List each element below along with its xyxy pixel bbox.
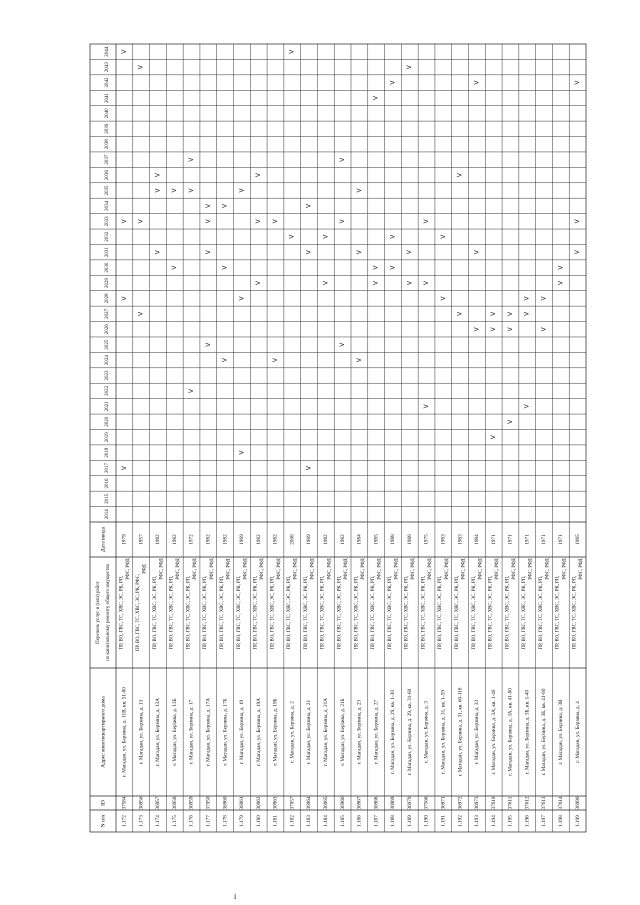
row-id: 36961 — [239, 796, 246, 810]
row-num: 1.189 — [406, 815, 413, 827]
schedule-mark: V — [120, 219, 128, 224]
row-address: г. Магадан, ул. Берзина, д. 3Б, кв. 1-40 — [524, 689, 531, 775]
schedule-mark: V — [372, 280, 380, 286]
row-services: РФС, РФД — [579, 558, 585, 580]
row-address: г. Магадан, ул. Берзина, д. 19Б — [272, 698, 279, 766]
row-date: 1982 — [205, 534, 212, 545]
row-id: 36973 — [474, 796, 481, 810]
row-date: 1979 — [121, 534, 128, 545]
schedule-mark: V — [154, 188, 162, 193]
schedule-mark: V — [355, 250, 363, 255]
header-id: ID — [100, 800, 107, 806]
row-services: ПР, ВО, ГВС, ТС, ХВС, ЭС, РК, РП, — [203, 575, 209, 650]
row-address: г. Магадан, ул. Берзина, д. 21 — [306, 699, 313, 765]
row-date: 2008 — [289, 534, 296, 545]
row-id: 36990 — [574, 796, 581, 810]
header-year-2032: 2032 — [105, 231, 111, 242]
row-address: г. Магадан, ул. Берзина, д. 13Б — [171, 698, 178, 766]
row-services: ПР, ВО, ГВС, ТС, ХВС, ЭС, РК, РП, — [303, 575, 309, 650]
row-id: 36968 — [373, 796, 380, 810]
row-services: ПР, ВО, ГВС, ТС, ХВС, ЭС, РК, РП, — [320, 575, 326, 650]
schedule-mark: V — [355, 358, 363, 363]
row-num: 1.195 — [507, 815, 514, 827]
schedule-mark: V — [372, 95, 380, 101]
schedule-mark: V — [305, 465, 313, 471]
schedule-mark: V — [406, 250, 414, 255]
row-num: 1.190 — [423, 815, 430, 827]
schedule-mark: V — [456, 173, 464, 178]
row-date: 1984 — [356, 534, 363, 545]
header-year-2023: 2023 — [105, 370, 111, 381]
row-address: г. Магадан, ул. Берзина, д. 3В — [558, 699, 565, 765]
row-address: г. Магадан, ул. Берзина, д. 21А — [323, 698, 330, 766]
row-address: г. Магадан, ул. Берзина, д. 33 — [474, 699, 481, 765]
schedule-mark: V — [439, 234, 447, 239]
schedule-mark: V — [423, 404, 431, 409]
row-date: 1975 — [423, 534, 430, 545]
schedule-mark: V — [288, 234, 296, 239]
header-year-2020: 2020 — [105, 416, 111, 427]
row-date: 1982 — [255, 534, 262, 545]
schedule-mark: V — [490, 327, 498, 332]
header-year-2022: 2022 — [105, 385, 111, 396]
schedule-mark: V — [255, 280, 263, 286]
schedule-mark: V — [389, 265, 397, 270]
row-services: ПР, ВО, ГВС, ТС, ХВС, ЭС, РК, РП, — [488, 575, 494, 650]
row-id: 37050 — [205, 796, 212, 810]
row-id: 36969 — [390, 796, 397, 810]
row-num: 1.186 — [356, 815, 363, 827]
row-services: РФС, РФД — [310, 558, 316, 580]
schedule-mark: V — [204, 203, 212, 208]
schedule-mark: V — [473, 80, 481, 85]
header-num: N п/п — [100, 814, 107, 828]
header-year-2018: 2018 — [105, 447, 111, 458]
schedule-mark: V — [339, 157, 347, 162]
row-services: ПР, ВО, ГВС, ТС, ХВС, ЭС, РК, РП, — [555, 575, 561, 650]
row-services: РФС, РФД — [360, 558, 366, 580]
row-num: 1.182 — [289, 815, 296, 827]
row-id: 37566 — [423, 796, 430, 810]
row-id: 36963 — [272, 796, 279, 810]
row-num: 1.188 — [390, 815, 397, 827]
row-services: ПР, ВО, ГВС, ТС, ХВС, ЭС, РК, РП, — [152, 575, 158, 650]
schedule-mark: V — [271, 219, 279, 224]
schedule-mark: V — [305, 203, 313, 208]
row-address: г. Магадан, ул. Берзина, д. 17Б — [222, 698, 229, 766]
row-date: 1983 — [440, 534, 447, 545]
row-id: 36957 — [155, 796, 162, 810]
row-services: РФС, РФД — [377, 558, 383, 580]
schedule-mark: V — [120, 465, 128, 471]
row-services: ПР, ВО, ГВС, ТС, ХВС, ЭС, РК, РП, — [169, 575, 175, 650]
row-date: 1985 — [574, 534, 581, 545]
row-services: ПР, ВО, ГВС, ТС, ХВС, ЭС, РК, РП, — [354, 575, 360, 650]
row-id: 36960 — [222, 796, 229, 810]
schedule-mark: V — [473, 250, 481, 255]
schedule-mark: V — [406, 280, 414, 286]
header-year-2037: 2037 — [105, 154, 111, 165]
schedule-mark: V — [540, 327, 548, 332]
schedule-mark: V — [389, 234, 397, 239]
schedule-mark: V — [255, 219, 263, 224]
row-num: 1.180 — [255, 815, 262, 827]
schedule-mark: V — [188, 388, 196, 393]
header-year-2044: 2044 — [105, 46, 111, 57]
row-services: ПР, ВО, ГВС, ТС, ХВС, ЭС, РК, РП, — [236, 575, 242, 650]
row-id: 36965 — [323, 796, 330, 810]
row-id: 37610 — [490, 796, 497, 810]
row-num: 1.192 — [457, 815, 464, 827]
schedule-mark: V — [406, 65, 414, 70]
schedule-mark: V — [171, 265, 179, 270]
row-num: 1.176 — [188, 815, 195, 827]
row-services: РФС, РФД — [394, 558, 400, 580]
row-address: г. Магадан, ул. Берзина, д. 3А, кв. 41-80 — [507, 688, 514, 776]
row-address: г. Магадан, ул. Берзина, д. 11В, кв. 51-80 — [121, 687, 128, 777]
schedule-mark: V — [137, 65, 145, 70]
row-services: РФС, РФД — [444, 558, 450, 580]
header-year-2042: 2042 — [105, 77, 111, 88]
schedule-mark: V — [574, 219, 582, 224]
row-num: 1.179 — [239, 815, 246, 827]
header-year-2043: 2043 — [105, 62, 111, 73]
row-num: 1.196 — [524, 815, 531, 827]
row-services: РФС, РФД — [461, 558, 467, 580]
header-year-2014: 2014 — [105, 509, 111, 520]
row-services: ПР, ВО, ГВС, ТС, ХВС, ЭС, РК, РП, — [505, 575, 511, 650]
header-year-2017: 2017 — [105, 463, 111, 474]
schedule-mark: V — [423, 280, 431, 286]
schedule-mark: V — [439, 296, 447, 301]
header-year-2016: 2016 — [105, 478, 111, 489]
row-services: РФС, РФД — [176, 558, 182, 580]
row-address: г. Магадан, ул. Берзина, д. 2 — [289, 701, 296, 763]
row-num: 1.174 — [155, 815, 162, 827]
row-id: 36958 — [171, 796, 178, 810]
row-date: 1969 — [306, 534, 313, 545]
row-id: 37613 — [541, 796, 548, 810]
row-date: 1971 — [507, 534, 514, 545]
row-date: 1971 — [490, 534, 497, 545]
row-services: ПР, ВО, ГВС, ТС, ХВС, ЭС, РК, РП, — [287, 575, 293, 650]
schedule-mark: V — [372, 265, 380, 270]
row-num: 1.177 — [205, 815, 212, 827]
row-services: РФС, РФД — [428, 558, 434, 580]
row-services: РФС, РФД — [226, 558, 232, 580]
row-services: ПР, ВО, ГВС, ТС, ХВС, ЭС, РК, РП, — [337, 575, 343, 650]
row-address: г. Магадан, ул. Берзина, д. 31, кв. 1-59 — [440, 690, 447, 774]
header-year-2025: 2025 — [105, 339, 111, 350]
row-date: 1984 — [474, 534, 481, 545]
row-id: 37611 — [507, 796, 514, 810]
header-year-2036: 2036 — [105, 170, 111, 181]
header-address: Адрес многоквартирного дома — [100, 696, 107, 768]
header-year-2033: 2033 — [105, 216, 111, 227]
header-year-2027: 2027 — [105, 308, 111, 319]
row-services: РФС, РФД — [495, 558, 501, 580]
row-services: ПР, ВО, ГВС, ТС, ХВС, ЭС, РК, РП, — [253, 575, 259, 650]
row-num: 1.187 — [373, 815, 380, 827]
schedule-mark: V — [204, 342, 212, 347]
row-num: 1.173 — [138, 815, 145, 827]
row-services: ПР, ВО, ГВС, ТС, ХВС, ЭС, РК, РП, — [119, 575, 125, 650]
schedule-mark: V — [490, 311, 498, 316]
row-address: г. Магадан, ул. Берзина, д. 31, кв. 60-118 — [457, 687, 464, 777]
row-num: 1.183 — [306, 815, 313, 827]
header-year-2026: 2026 — [105, 324, 111, 335]
schedule-mark: V — [322, 234, 330, 239]
schedule-mark: V — [154, 173, 162, 178]
schedule-mark: V — [204, 219, 212, 224]
row-address: г. Магадан, ул. Берзина, д. 29, кв. 31-60 — [406, 688, 413, 776]
header-year-2015: 2015 — [105, 493, 111, 504]
row-num: 1.184 — [323, 815, 330, 827]
row-num: 1.175 — [171, 815, 178, 827]
row-services: ПР, ВО, ГВС, ТС, ХВС, ЭС, РК, РП, — [522, 575, 528, 650]
header-services: по капитальному ремонту общего имущества — [106, 564, 112, 661]
schedule-mark: V — [456, 311, 464, 316]
schedule-mark: V — [506, 419, 514, 424]
schedule-mark: V — [490, 435, 498, 440]
row-date: 1982 — [339, 534, 346, 545]
row-date: 1971 — [541, 534, 548, 545]
schedule-mark: V — [506, 311, 514, 316]
schedule-mark: V — [255, 173, 263, 178]
row-address: г. Магадан, ул. Берзина, д. 17А — [205, 698, 212, 766]
header-year-2031: 2031 — [105, 247, 111, 258]
header-date: Дата ввода — [100, 526, 107, 553]
row-services: ПР, ВО, ГВС, ТС, ХВС, ЭС, РК, РП, — [471, 575, 477, 650]
row-address: г. Магадан, ул. Берзина, д. 29, кв. 1-30 — [390, 690, 397, 774]
row-id: 36970 — [406, 796, 413, 810]
row-address: г. Магадан, ул. Берзина, д. 23 — [356, 699, 363, 765]
row-services: ПР, ВО, ГВС, ТС, ХВС, ЭС, РК, РП, — [270, 575, 276, 650]
row-services: ПР, ВО, ГВС, ТС, ХВС, ЭС, РК, РП, — [186, 575, 192, 650]
row-services: РФС, РФД — [159, 558, 165, 580]
schedule-mark: V — [355, 188, 363, 193]
row-id: 37612 — [524, 796, 531, 810]
schedule-mark: V — [238, 296, 246, 301]
row-date: 1982 — [272, 534, 279, 545]
row-num: 1.198 — [558, 815, 565, 827]
header-year-2028: 2028 — [105, 293, 111, 304]
row-services: ПР, ВО, ГВС, ТС, ХВС, ЭС, РК, РФС, — [136, 573, 142, 652]
row-date: 1983 — [457, 534, 464, 545]
row-services: РФС, РФД — [209, 558, 215, 580]
schedule-mark: V — [204, 250, 212, 255]
schedule-mark: V — [120, 49, 128, 54]
schedule-mark: V — [238, 450, 246, 455]
row-services: РФС, РФД — [528, 558, 534, 580]
row-num: 1.191 — [440, 815, 447, 827]
schedule-mark: V — [305, 250, 313, 255]
row-id: 37057 — [289, 796, 296, 810]
row-services: РФС, РФД — [327, 558, 333, 580]
header-year-2039: 2039 — [105, 123, 111, 134]
row-date: 1971 — [524, 534, 531, 545]
row-services: РФС, РФД — [193, 558, 199, 580]
schedule-mark: V — [221, 203, 229, 208]
header-year-2024: 2024 — [105, 355, 111, 366]
row-address: г. Магадан, ул. Берзина, д. 3 — [423, 701, 430, 763]
schedule-mark: V — [188, 188, 196, 193]
row-id: 36967 — [356, 796, 363, 810]
header-year-2041: 2041 — [105, 92, 111, 103]
row-services: РФС, РФД — [293, 558, 299, 580]
row-services: ПР, ВО, ГВС, ТС, ХВС, ЭС, РК, РП, — [404, 575, 410, 650]
header-services: Перечень услуг и (или) работ — [96, 581, 102, 644]
schedule-mark: V — [339, 219, 347, 224]
schedule-mark: V — [506, 327, 514, 332]
schedule-mark: V — [523, 296, 531, 301]
row-address: г. Магадан, ул. Берзина, д. 13 — [138, 699, 145, 765]
header-year-2034: 2034 — [105, 200, 111, 211]
row-services: РФС, РФД — [411, 558, 417, 580]
row-services: РФД — [142, 564, 148, 574]
schedule-mark: V — [221, 358, 229, 363]
schedule-mark: V — [557, 280, 565, 286]
schedule-mark: V — [120, 296, 128, 301]
schedule-mark: V — [540, 296, 548, 301]
schedule-mark: V — [557, 265, 565, 270]
schedule-mark: V — [389, 80, 397, 85]
row-date: 1982 — [222, 534, 229, 545]
header-year-2019: 2019 — [105, 432, 111, 443]
row-num: 1.194 — [490, 815, 497, 827]
row-services: РФС, РФД — [344, 558, 350, 580]
row-id: 36956 — [138, 796, 145, 810]
row-date: 1982 — [171, 534, 178, 545]
schedule-mark: V — [339, 342, 347, 347]
schedule-mark: V — [238, 188, 246, 193]
row-address: г. Магадан, ул. Берзина, д. 27 — [373, 699, 380, 765]
row-num: 1.181 — [272, 815, 279, 827]
schedule-mark: V — [271, 358, 279, 363]
header-year-2040: 2040 — [105, 108, 111, 119]
row-services: ПР, ВО, ГВС, ТС, ХВС, ЭС, РК, РП, — [455, 575, 461, 650]
row-date: 1988 — [406, 534, 413, 545]
row-services: ПР, ВО, ГВС, ТС, ХВС, ЭС, РК, РП, — [438, 575, 444, 650]
row-num: 1.185 — [339, 815, 346, 827]
schedule-mark: V — [574, 80, 582, 85]
schedule-mark: V — [523, 404, 531, 409]
row-num: 1.193 — [474, 815, 481, 827]
row-address: г. Магадан, ул. Берзина, д. 3Б, кв. 41-80 — [541, 688, 548, 776]
row-id: 36966 — [339, 796, 346, 810]
schedule-mark: V — [221, 265, 229, 270]
row-date: 1982 — [323, 534, 330, 545]
row-services: РФС, РФД — [511, 558, 517, 580]
schedule-mark: V — [423, 219, 431, 224]
row-date: 1972 — [188, 534, 195, 545]
row-services: ПР, ВО, ГВС, ТС, ХВС, ЭС, РК, РП, — [421, 575, 427, 650]
row-address: г. Магадан, ул. Берзина, д. 19 — [239, 699, 246, 765]
row-num: 1.172 — [121, 815, 128, 827]
schedule-mark: V — [574, 250, 582, 255]
row-address: г. Магадан, ул. Берзина, д. 21Б — [339, 698, 346, 766]
header-year-2021: 2021 — [105, 401, 111, 412]
schedule-mark: V — [322, 280, 330, 286]
row-id: 36971 — [440, 796, 447, 810]
row-address: г. Магадан, ул. Берзина, д. 3А, кв. 1-40 — [490, 689, 497, 775]
row-id: 37614 — [558, 796, 565, 810]
row-date: 1969 — [239, 534, 246, 545]
row-id: 36959 — [188, 796, 195, 810]
schedule-mark: V — [154, 250, 162, 255]
header-year-2029: 2029 — [105, 278, 111, 288]
schedule-mark: V — [137, 219, 145, 224]
page-number: i — [234, 892, 237, 901]
row-services: ПР, ВО, ГВС, ТС, ХВС, ЭС, РК, РП, — [538, 575, 544, 650]
schedule-mark: V — [473, 327, 481, 332]
row-id: 36972 — [457, 796, 464, 810]
row-date: 1985 — [373, 534, 380, 545]
schedule-mark: V — [288, 49, 296, 54]
row-services: РФС, РФД — [478, 558, 484, 580]
row-services: РФС, РФД — [545, 558, 551, 580]
row-address: г. Магадан, ул. Берзина, д. 4 — [574, 701, 581, 763]
row-num: 1.197 — [541, 815, 548, 827]
row-services: ПР, ВО, ГВС, ТС, ХВС, ЭС, РК, РП, — [220, 575, 226, 650]
row-services: ПР, ВО, ГВС, ТС, ХВС, ЭС, РК, РП, — [371, 575, 377, 650]
schedule-mark: V — [171, 188, 179, 193]
schedule-mark: V — [137, 311, 145, 316]
header-year-2030: 2030 — [105, 262, 111, 273]
row-id: 36962 — [255, 796, 262, 810]
row-services: РФС, РФД — [125, 558, 131, 580]
row-services: ПР, ВО, ГВС, ТС, ХВС, ЭС, РК, РП, — [387, 575, 393, 650]
row-services: ПР, ВО, ГВС, ТС, ХВС, ЭС, РК, РП, — [572, 575, 578, 650]
schedule-mark: V — [188, 157, 196, 162]
row-date: 1982 — [155, 534, 162, 545]
row-num: 1.178 — [222, 815, 229, 827]
row-date: 1988 — [390, 534, 397, 545]
header-year-2035: 2035 — [105, 185, 111, 196]
row-address: г. Магадан, ул. Берзина, д. 17 — [188, 699, 195, 765]
row-services: РФС, РФД — [260, 558, 266, 580]
row-num: 1.199 — [574, 815, 581, 827]
header-year-2038: 2038 — [105, 139, 111, 150]
row-date: 1971 — [558, 534, 565, 545]
row-id: 36964 — [306, 796, 313, 810]
row-services: РФС, РФД — [276, 558, 282, 580]
row-date: 1957 — [138, 534, 145, 545]
row-services: РФС, РФД — [243, 558, 249, 580]
schedule-mark: V — [523, 311, 531, 316]
row-address: г. Магадан, ул. Берзина, д. 13А — [155, 698, 162, 766]
row-address: г. Магадан, ул. Берзина, д. 19А — [255, 698, 262, 766]
row-id: 37584 — [121, 796, 128, 810]
row-services: РФС, РФД — [562, 558, 568, 580]
